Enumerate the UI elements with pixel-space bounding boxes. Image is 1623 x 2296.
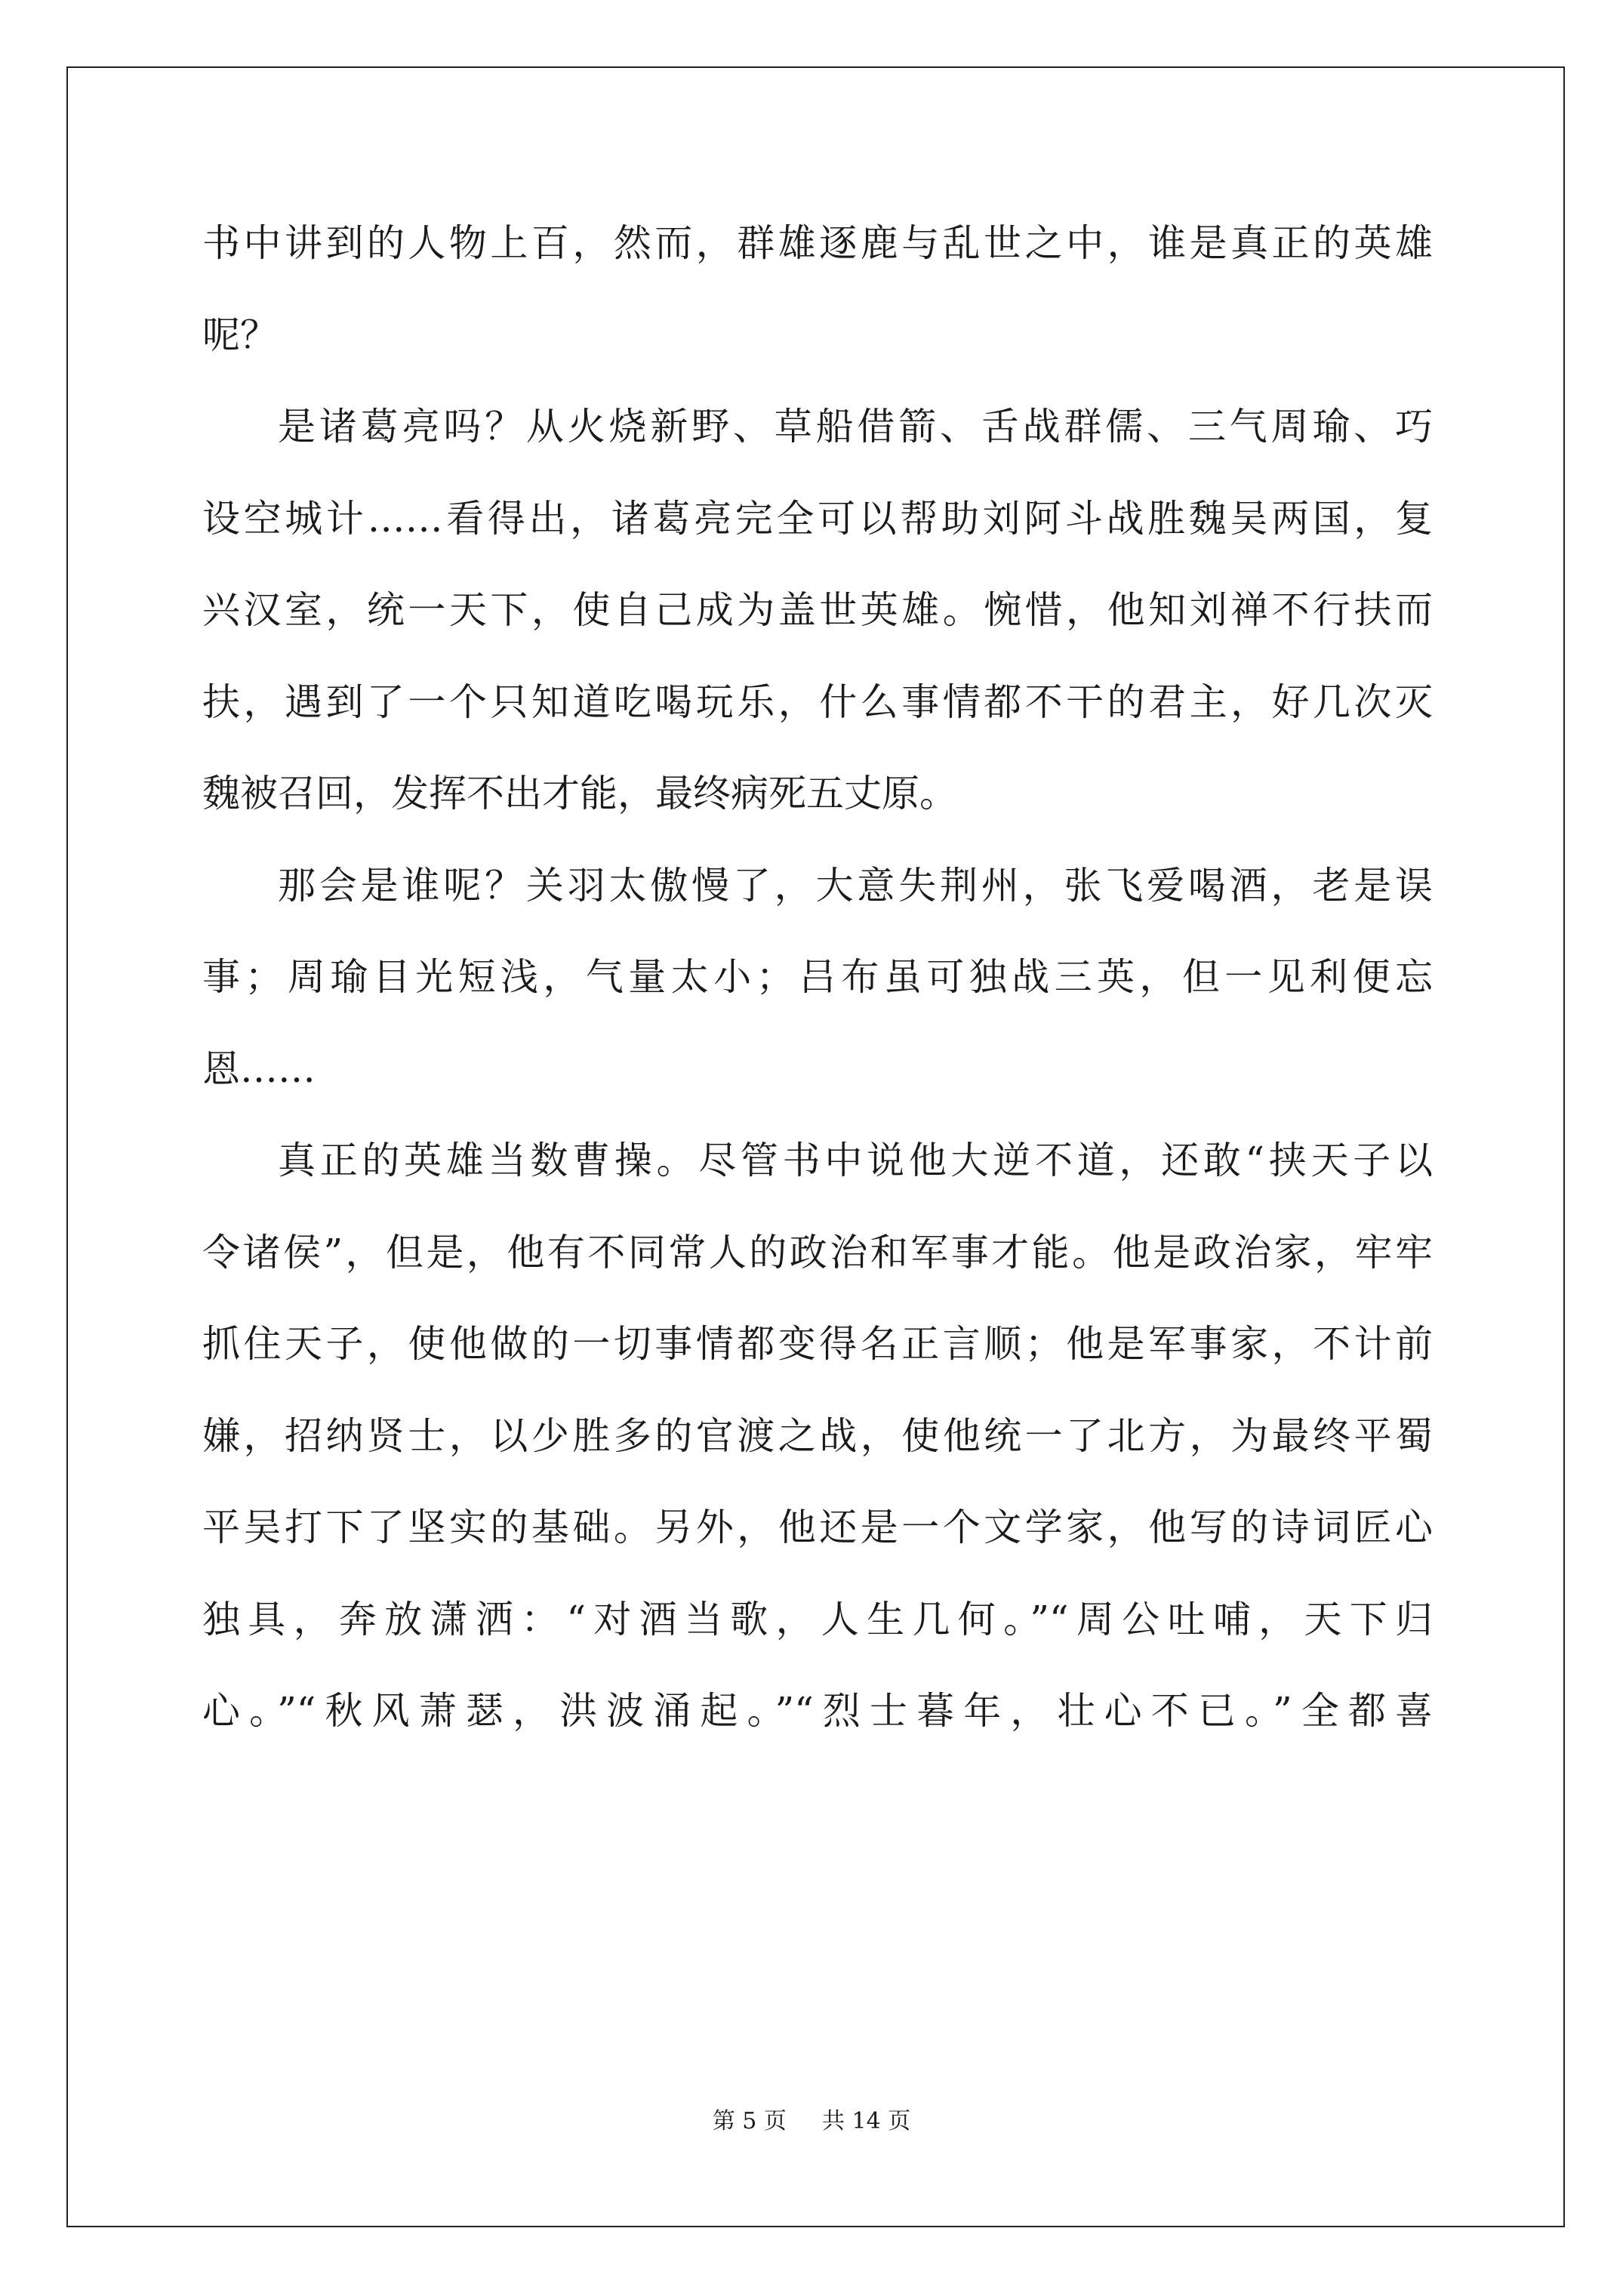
text-line: 令诸侯”，但是，他有不同常人的政治和军事才能。他是政治家，牢牢 bbox=[202, 1230, 1433, 1274]
text-line: 独具，奔放潇洒：“对酒当歌，人生几何。”“周公吐哺，天下归 bbox=[202, 1597, 1433, 1641]
text-line: 抓住天子，使他做的一切事情都变得名正言顺；他是军事家，不计前 bbox=[202, 1322, 1433, 1366]
text-line: 平吴打下了坚实的基础。另外，他还是一个文学家，他写的诗词匠心 bbox=[202, 1505, 1433, 1549]
text-line: 心。”“秋风萧瑟，洪波涌起。”“烈士暮年，壮心不已。”全都喜 bbox=[202, 1689, 1433, 1733]
text-line: 书中讲到的人物上百，然而，群雄逐鹿与乱世之中，谁是真正的英雄 bbox=[202, 221, 1433, 265]
page-number: 第 5 页 bbox=[712, 2108, 787, 2134]
text-line: 那会是谁呢？关羽太傲慢了，大意失荆州，张飞爱喝酒，老是误 bbox=[278, 863, 1433, 908]
text-line: 扶，遇到了一个只知道吃喝玩乐，什么事情都不干的君主，好几次灭 bbox=[202, 680, 1433, 724]
paragraph-3 bbox=[202, 840, 1433, 1116]
text-line: 魏被召回，发挥不出才能，最终病死五丈原。 bbox=[202, 772, 957, 815]
text-line: 真正的英雄当数曹操。尽管书中说他大逆不道，还敢“挟天子以 bbox=[278, 1139, 1433, 1182]
page-total: 共 14 页 bbox=[822, 2108, 911, 2134]
text-line: 兴汉室，统一天下，使自己成为盖世英雄。惋惜，他知刘禅不行扶而 bbox=[202, 588, 1433, 632]
text-line: 是诸葛亮吗？从火烧新野、草船借箭、舌战群儒、三气周瑜、巧 bbox=[278, 405, 1433, 448]
document-body bbox=[202, 198, 1433, 1758]
paragraph-4 bbox=[202, 1115, 1433, 1758]
text-line: 事；周瑜目光短浅，气量太小；吕布虽可独战三英，但一见利便忘 bbox=[202, 955, 1433, 999]
text-line: 恩…… bbox=[202, 1046, 316, 1091]
paragraph-2 bbox=[202, 381, 1433, 840]
text-line: 嫌，招纳贤士，以少胜多的官渡之战，使他统一了北方，为最终平蜀 bbox=[202, 1413, 1433, 1458]
paragraph-1 bbox=[202, 198, 1433, 381]
page-number-footer bbox=[0, 2106, 1623, 2137]
text-line: 呢？ bbox=[202, 313, 278, 357]
text-line: 设空城计……看得出，诸葛亮完全可以帮助刘阿斗战胜魏吴两国，复 bbox=[202, 496, 1433, 541]
